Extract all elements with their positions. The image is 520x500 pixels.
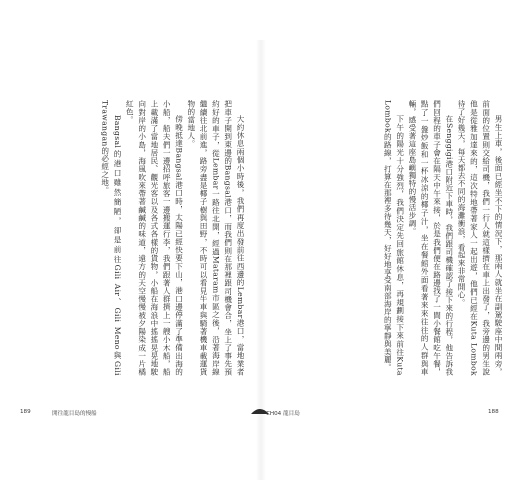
paragraph: 下午的陽光十分強烈，我們決定先回旅館休息，再規劃接下來前往Kuta Lombok的路線，打算在那裡多待幾天，好好地享受南部海岸的寧靜與美麗。: [383, 100, 405, 376]
paragraph: 男生上車，後面已經坐不下的情況下，那兩人就坐在副駕駛座中間兩旁，前面的位置則交給司機，我們一行人就這樣擠在車上出發了，我旁邊的男生說他是從雅加達來的，這次特地帶著家人一起出遊，他們已經在Kuta Lombok待了好幾天，每天都去不同的海灘衝浪，看起來非常開心。: [457, 100, 503, 376]
paragraph: Bangsal的港口雖然簡陋，卻是前往Gili Air、Gili Meno與Gili Trawangan的必經之地。: [100, 100, 123, 376]
chapter-label: CH04 龍目島: [266, 411, 300, 417]
right-page: [260, 0, 520, 500]
paragraph: 在Senggigi港口附近下車時，我們跟司機確認了接下來的行程，他告訴我們回程的車子會在隔天中午來接，於是我們便在路邊找了一間小餐館吃午餐，點了一盤炒飯和一杯冰涼的椰子汁，坐在餐館外面看著來來往往的人群與車輛，感受著這座島嶼獨特的慢活步調。: [407, 100, 454, 376]
paragraph: 大約休息兩個小時後，我們再度出發前往西邊的Lembar港口，當地業者把車子開到東邊的Bangsal港口，而我們則在那裡跟司機會合，坐上了事先預約好的車子，從Lembar一路往北開，經過Mataram市區之後，沿著海岸線繼續往北前進，路旁盡是椰子樹與田野，不時可以看見牛車與騎著機車載運貨物的當地人。: [186, 100, 245, 376]
left-page-number: 189: [20, 409, 31, 415]
running-title: 開往龍目島的慢船: [52, 411, 97, 417]
right-page-number: 188: [488, 409, 499, 415]
right-page-body: [284, 100, 504, 376]
paragraph: 傍晚抵達Bangsal港口時，太陽已經快要下山，港口邊停滿了準備出海的小船，船夫們一邊招呼旅客一邊搬運行李，我們跟著人群擠上一艘小木船，船上載滿了當地居民、觀光客以及各式各樣的貨物，小船在海浪中搖搖晃晃地駛向對岸的小島，海風吹來帶著鹹鹹的味道，遠方的天空慢慢被夕陽染成一片橘紅色。: [125, 100, 184, 376]
left-page-body: [28, 100, 246, 376]
